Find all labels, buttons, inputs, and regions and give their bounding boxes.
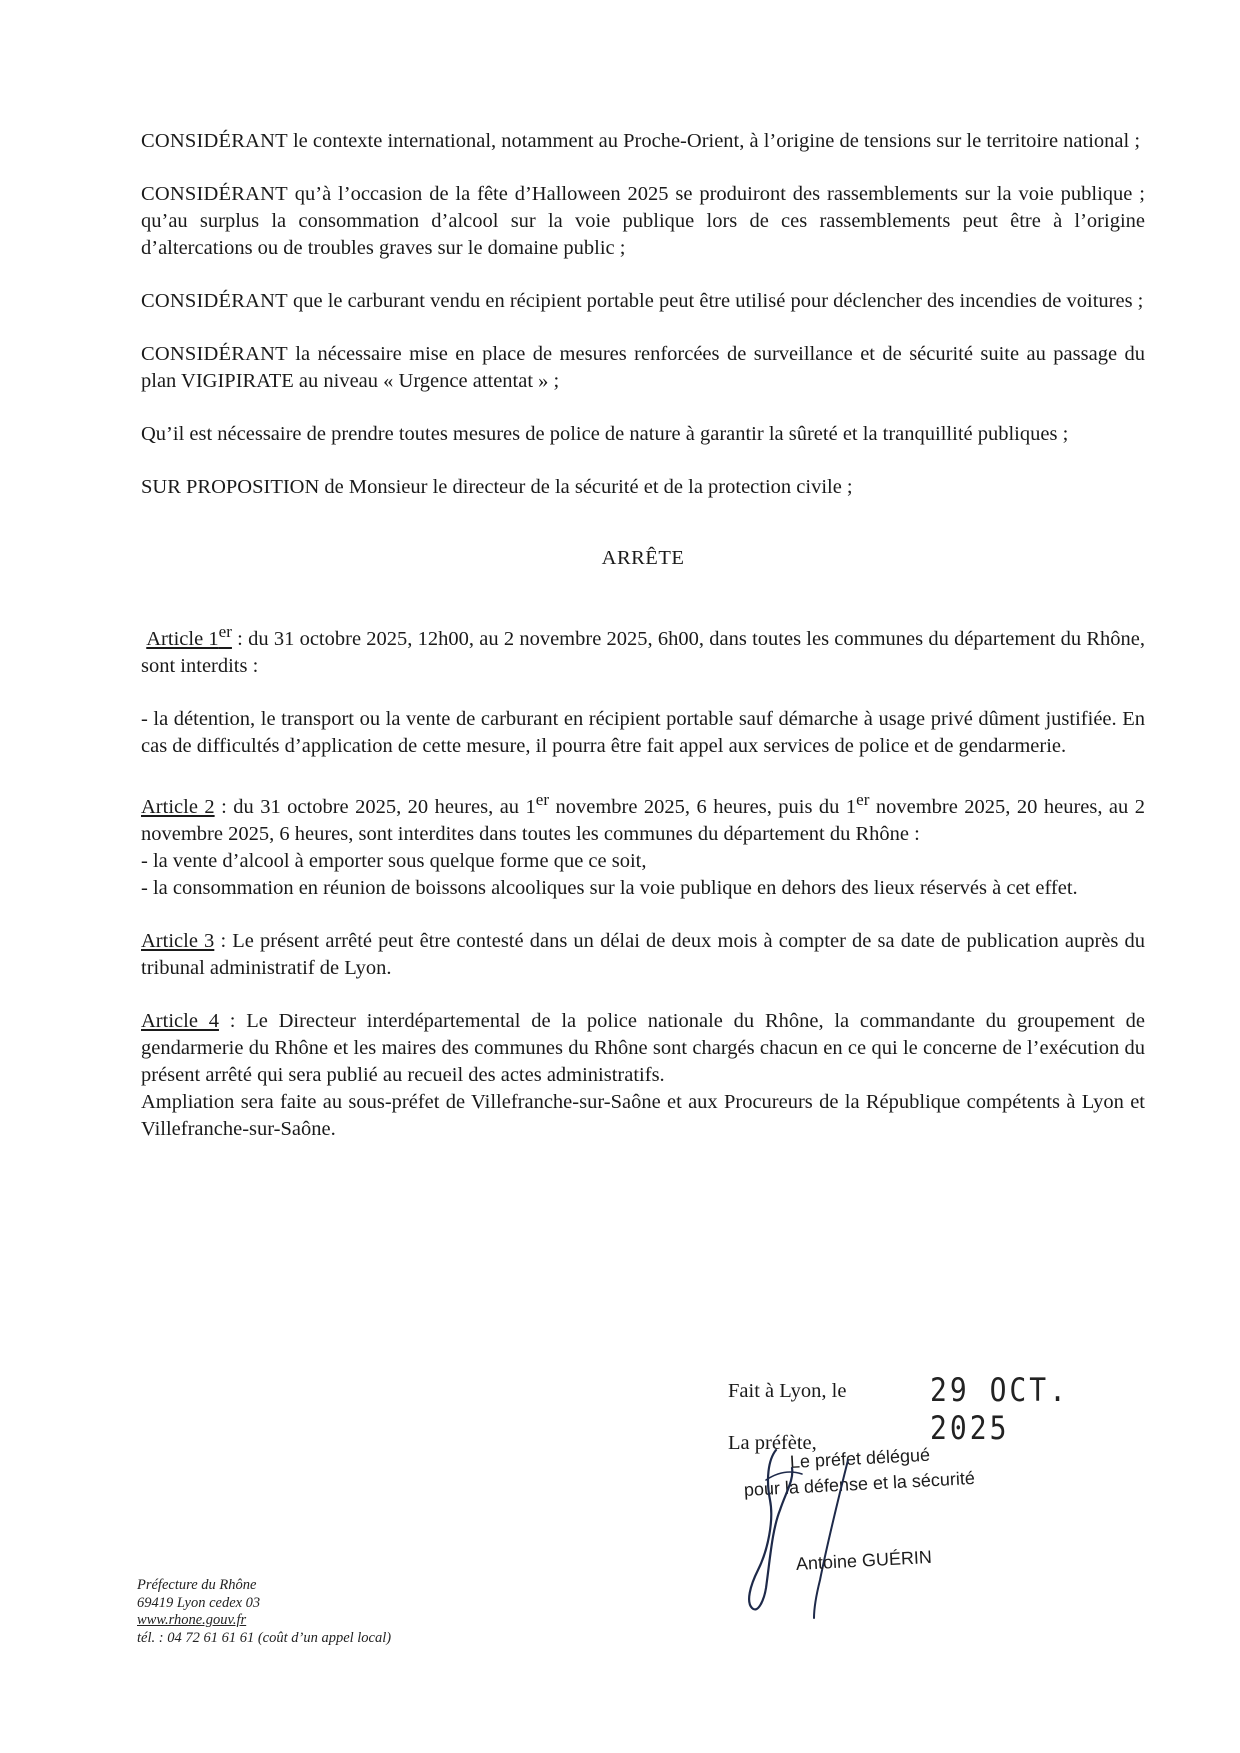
date-stamp: 29 OCT. 2025 (930, 1371, 1070, 1447)
signatory-name: Antoine GUÉRIN (795, 1546, 933, 1574)
proposition-paragraph (141, 474, 1145, 501)
handwritten-signature (728, 1420, 888, 1620)
article-1-sup: er (218, 622, 232, 641)
delegate-stamp-line-2: pour la défense et la sécurité (743, 1467, 976, 1500)
done-at-label: Fait à Lyon, le (728, 1380, 847, 1402)
article-2-item: - la vente d’alcool à emporter sous quelque forme que ce soit, (141, 849, 647, 872)
article-2-text-2: novembre 2025, 6 heures, puis du 1 (549, 795, 857, 818)
considerant-1 (141, 128, 1145, 155)
considerant-text: que le carburant vendu en récipient portable peut être utilisé pour déclencher des incendies de voitures ; (287, 290, 1144, 312)
article-1-label (146, 622, 232, 650)
considerant-2 (141, 181, 1145, 262)
delegate-stamp-line-1: Le préfet délégué (789, 1444, 931, 1472)
footer-contact (137, 1577, 391, 1647)
article-3-text: : Le présent arrêté peut être contesté dans un délai de deux mois à compter de sa date de publication auprès du tribunal administratif de Lyon. (141, 929, 1145, 979)
article-4-body (141, 1008, 1145, 1089)
considerant-lead: CONSIDÉRANT (141, 290, 288, 312)
article-2-intro (141, 786, 1145, 848)
article-2-text-3: novembre 2025, 20 heures, au 2 novembre 2025, 6 heures, sont interdites dans toutes les communes du département du Rhône : (141, 795, 1145, 845)
decree-title: ARRÊTE (601, 547, 685, 569)
considerant-3 (141, 288, 1145, 315)
proposition-text: de Monsieur le directeur de la sécurité et de la protection civile ; (319, 476, 853, 498)
article-4-text: : Le Directeur interdépartemental de la police nationale du Rhône, la commandante du groupement de gendarmerie du Rhône et les maires des communes du Rhône sont chargés chacun en ce qui le concerne de l’exécution du présent arrêté qui sera publié au recueil des actes administratifs. (141, 1009, 1146, 1086)
article-2-item: - la consommation en réunion de boissons alcooliques sur la voie publique en dehors des lieux réservés à cet effet. (141, 876, 1078, 899)
considerant-4 (141, 341, 1145, 395)
article-2-text-1: : du 31 octobre 2025, 20 heures, au 1 (214, 795, 536, 818)
considerant-text: le contexte international, notamment au Proche-Orient, à l’origine de tensions sur le territoire national ; (287, 130, 1141, 152)
considerant-lead: CONSIDÉRANT (141, 343, 288, 365)
considerant-text: qu’à l’occasion de la fête d’Halloween 2025 se produiront des rassemblements sur la voie publique ; qu’au surplus la consommation d’alcool sur la voie publique lors de ces rassemblements peut être à l’origine d’altercations ou de troubles graves sur le domaine public ; (141, 183, 1145, 259)
article-2 (141, 786, 1145, 902)
article-3 (141, 928, 1145, 982)
prefete-title: La préfète, (728, 1432, 817, 1454)
document-body (141, 128, 1145, 1143)
considerant-lead: CONSIDÉRANT (141, 183, 288, 205)
ampliation-text: Ampliation sera faite au sous-préfet de Villefranche-sur-Saône et aux Procureurs de la République compétents à Lyon et Villefranche-sur-Saône. (141, 1090, 1145, 1140)
article-3-label: Article 3 (141, 929, 215, 952)
article-4 (141, 1008, 1145, 1143)
considerant-text: la nécessaire mise en place de mesures renforcées de surveillance et de sécurité suite au passage du plan VIGIPIRATE au niveau « Urgence attentat » ; (141, 343, 1145, 392)
footer-phone: tél. : 04 72 61 61 61 (coût d’un appel local) (137, 1629, 392, 1646)
necessity-paragraph: Qu’il est nécessaire de prendre toutes mesures de police de nature à garantir la sûreté et la tranquillité publiques ; (141, 423, 1069, 445)
article-1 (141, 618, 1145, 680)
footer-address: 69419 Lyon cedex 03 (137, 1594, 261, 1611)
signature-block (728, 1371, 1128, 1610)
proposition-lead: SUR PROPOSITION (141, 476, 320, 498)
footer-org: Préfecture du Rhône (137, 1577, 257, 1593)
article-1-item: - la détention, le transport ou la vente de carburant en récipient portable sauf démarche à usage privé dûment justifiée. En cas de difficultés d’application de cette mesure, il pourra être fait appel aux services de police et de gendarmerie. (141, 707, 1145, 757)
considerant-lead: CONSIDÉRANT (141, 130, 288, 152)
article-2-sup-1: er (535, 789, 550, 809)
article-2-label: Article 2 (141, 795, 215, 818)
article-4-label: Article 4 (141, 1009, 219, 1032)
article-1-text: : du 31 octobre 2025, 12h00, au 2 novembre 2025, 6h00, dans toutes les communes du département du Rhône, sont interdits : (141, 627, 1146, 677)
article-2-sup-2: er (856, 789, 870, 809)
footer-url-link[interactable]: www.rhone.gouv.fr (137, 1612, 247, 1628)
article-1-label-text: Article 1 (146, 627, 219, 650)
